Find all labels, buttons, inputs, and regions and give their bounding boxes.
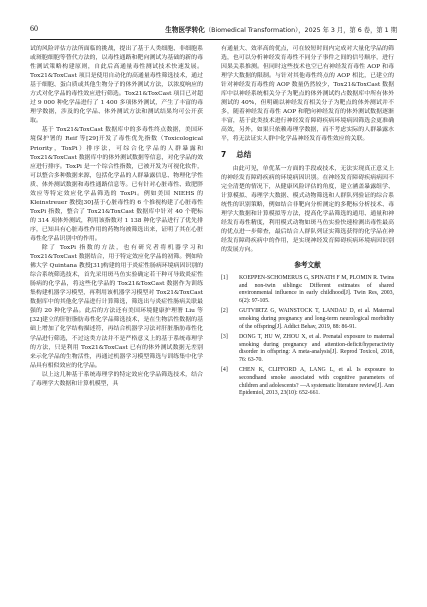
left-column [30,45,203,585]
reference-item [221,275,394,306]
reference-number: [4] [221,367,228,374]
right-paragraph-2: 由此可见，单优某一方面的手段或技术，无法实现真正意义上的神经发育障碍疾病的环境病因识别。在神经发育障碍疾病病因不完全清楚的情况下，从健康风险评估的角度，建立涵盖暴露组学、计算模拟、毒理学大数据、模式动物筛选和人群队列验证的综合系统性的识别策略，例如结合非靶向分析测定的多靶标分析技术、毒理学大数据和计算模拟等方法，提高化学品筛选的通用、通量和神经发育毒性精度，利用模式动物如斑马鱼实验快速检测出毒性最高的优点进一步筛查，最后结合人群队列证实筛选获得的化学品在神经发育障碍疾病中的作用，是实现神经发育障碍疾病环境病因识别的发展方向。 [221,165,394,253]
reference-text: GUTVIRTZ G, WAINSTOCK T, LANDAU D, et al. Maternal smoking during pregnancy and long-term neurological morbidity of the offspring[J]. Addict Behav, 2019, 88: 86-91. [239,308,394,330]
journal-title [165,24,397,34]
journal-citation: （Biomedical Transformation），2025 年 3 月，第 6 卷，第 1 期 [204,27,397,34]
reference-text: DONG T, HU W, ZHOU X, et al. Prenatal exposure to maternal smoking during pregnancy and attention-deficit/hyperactivity disorder in offspring: A meta-analysis[J]. Reprod Toxicol, 2018, 76: 63-70. [239,333,394,364]
section-number: 7 [221,149,227,159]
right-paragraph-1: 有通量大、效率高的优点，可在较短时间内完成对大量化学品的筛选，也可以分析神经发育毒性不同分子事件之间的信号顺序，进行因果关系推测。但同时这些技术也空已有神经发育毒性 AOP 和毒理学大数据的限制。与针对其他毒性终点的 AOP 相比，已建立的针对神经发育毒性的 AOP 数量仍然较少，Tox21&ToxCast 数据库中以神经系统相关分子为靶点的体外测试约占数据库中所有体外测试的 40%，但明确以神经发育相关分子为靶点的体外测试并不多，随着神经发育毒性 AOP 和靶向神经发育的体外测试数据逐渐丰富，基于此类技术进行神经发育障碍疾病环境病因筛选会更准确高效，另外，如果只依赖毒理学数据，而不考虑实际的人群暴露水平，将无法证实人群中化学品神经发育毒性效应的关联。 [221,46,394,143]
reference-text: KOEPPEN-SCHOMERUS G, SPINATH F M, PLOMIN R. Twins and non-twin siblings: Different estimates of shared environmental influence in early childhood[J]. Twin Res, 2003, 6(2): 97-105. [239,275,394,305]
left-paragraph-2: 基于 Tox21&ToxCast 数据库中的多毒性终点数据，美国环境保护署的 Reif 等[29]开发了毒性优先指数（Toxicological Priority，ToxPi）排序法，可综合化学品的人群暴露和 Tox21&ToxCast 数据库中的体外测试数据等信息，对化学品的效应进行排序。ToxPi 是一个综合性指数，已被开发为可视化软件，可以整合多种数据来源，包括化学品的人群暴露信息、物理化学性质、体外测试数据和毒性通路信息等。已有针对心脏毒性、致肥胖效应等特定效应化学品筛选的 ToxPi。例如美国 NIEHS 的 Kleinstreuer 教授[30]基于心脏毒性的 6 个推视构建了心脏毒性 ToxPi 指数，整合了 Tox21&ToxCast 数据库中针对 40 个靶标的 314 项体外测试，利用该指数对 1 138 种化学品进行了优先排序，已知具有心脏毒性作用的药物均被筛选出来，证明了其在心脏毒性化学品识别中的作用。 [30,127,203,242]
reference-number: [3] [221,333,228,340]
left-paragraph-1: 试的风险评估方法所面临的挑战，提出了基于人类细胞、非细胞系或斑胞细胞等替代方法的，以毒性通路和靶向测试为基础的新的毒性测试策略构建原则，自此后高通量毒性测试技术快速发展。Tox21&ToxCast 项目是使用自动化的高通量毒性筛选技术，通过基于细胞、蛋白质或其他生物分子的体外测试方法，以浓度响应的方式对化学品的毒性效应进行筛选。Tox21&ToxCast 项目已对超过 9 000 种化学品进行了 1 400 多项体外测试，产生了丰富的毒理学数据，涉及的化学品、体外测试方法和测试结果均可公开获取。 [30,46,203,125]
reference-text: CHEN K, CLIFFORD A, LANG L, et al. Is exposure to secondhand smoke associated with cognitive parameters of children and adolescents? —A systematic literature review[J]. Ann Epidemiol, 2013, 23(10): 652-661. [239,367,394,397]
section-title: 总结 [236,149,252,159]
right-column [221,45,394,585]
section-heading [221,150,394,160]
reference-number: [2] [221,308,228,315]
reference-number: [1] [221,275,228,282]
references-heading: 参考文献 [294,260,321,269]
page-number: 60 [30,24,38,33]
header-rule [30,39,397,40]
reference-item [221,334,394,365]
reference-item [221,308,394,331]
left-paragraph-4: 以上这几种基于系统毒理学的特定效应化学品筛选技术，结合了毒理学大数据和计算机模型，具 [30,371,203,387]
journal-name: 生物医学转化 [165,26,205,34]
reference-item [221,367,394,398]
page-header [30,24,397,38]
left-paragraph-3: 除了 ToxPi 指数的方法，也有研究者将机器学习和 Tox21&ToxCast 数据结合，用于特定效应化学品的初筛。例如哈佛大学 Quintana 教授[31]构建的用于炎症性肠病环境病因识别的综合系统筛选技术，首先采用斑马鱼实验确定若干种可导致炎症性肠病的化学品，将这些化学品的 Tox21&ToxCast 数据作为训练集构建机器学习模型，再利用该机器学习模型对 Tox21&ToxCast 数据库中的其他化学品进行计算筛选，筛选出与炎症性肠病关联最强的 20 种化学品。此后的方法还有美国环境健康护理署 Liu 等[32]建立的肝脏脂肪毒性化学品筛选技术，是在生物活性数据的基础上增加了化学结构描述符，再结合机器学习法对肝脏脂肪毒性化学品进行筛选，不过这类方法并不是严格意义上的基于系统毒理学的方法，只是利用 Tox21&ToxCast 已有的体外测试数据无差别来示化学品的生物活性，再通过机器学习模型筛选与训练集中化学品具有相似效应的化学品。 [30,245,203,369]
reference-list [221,275,394,398]
